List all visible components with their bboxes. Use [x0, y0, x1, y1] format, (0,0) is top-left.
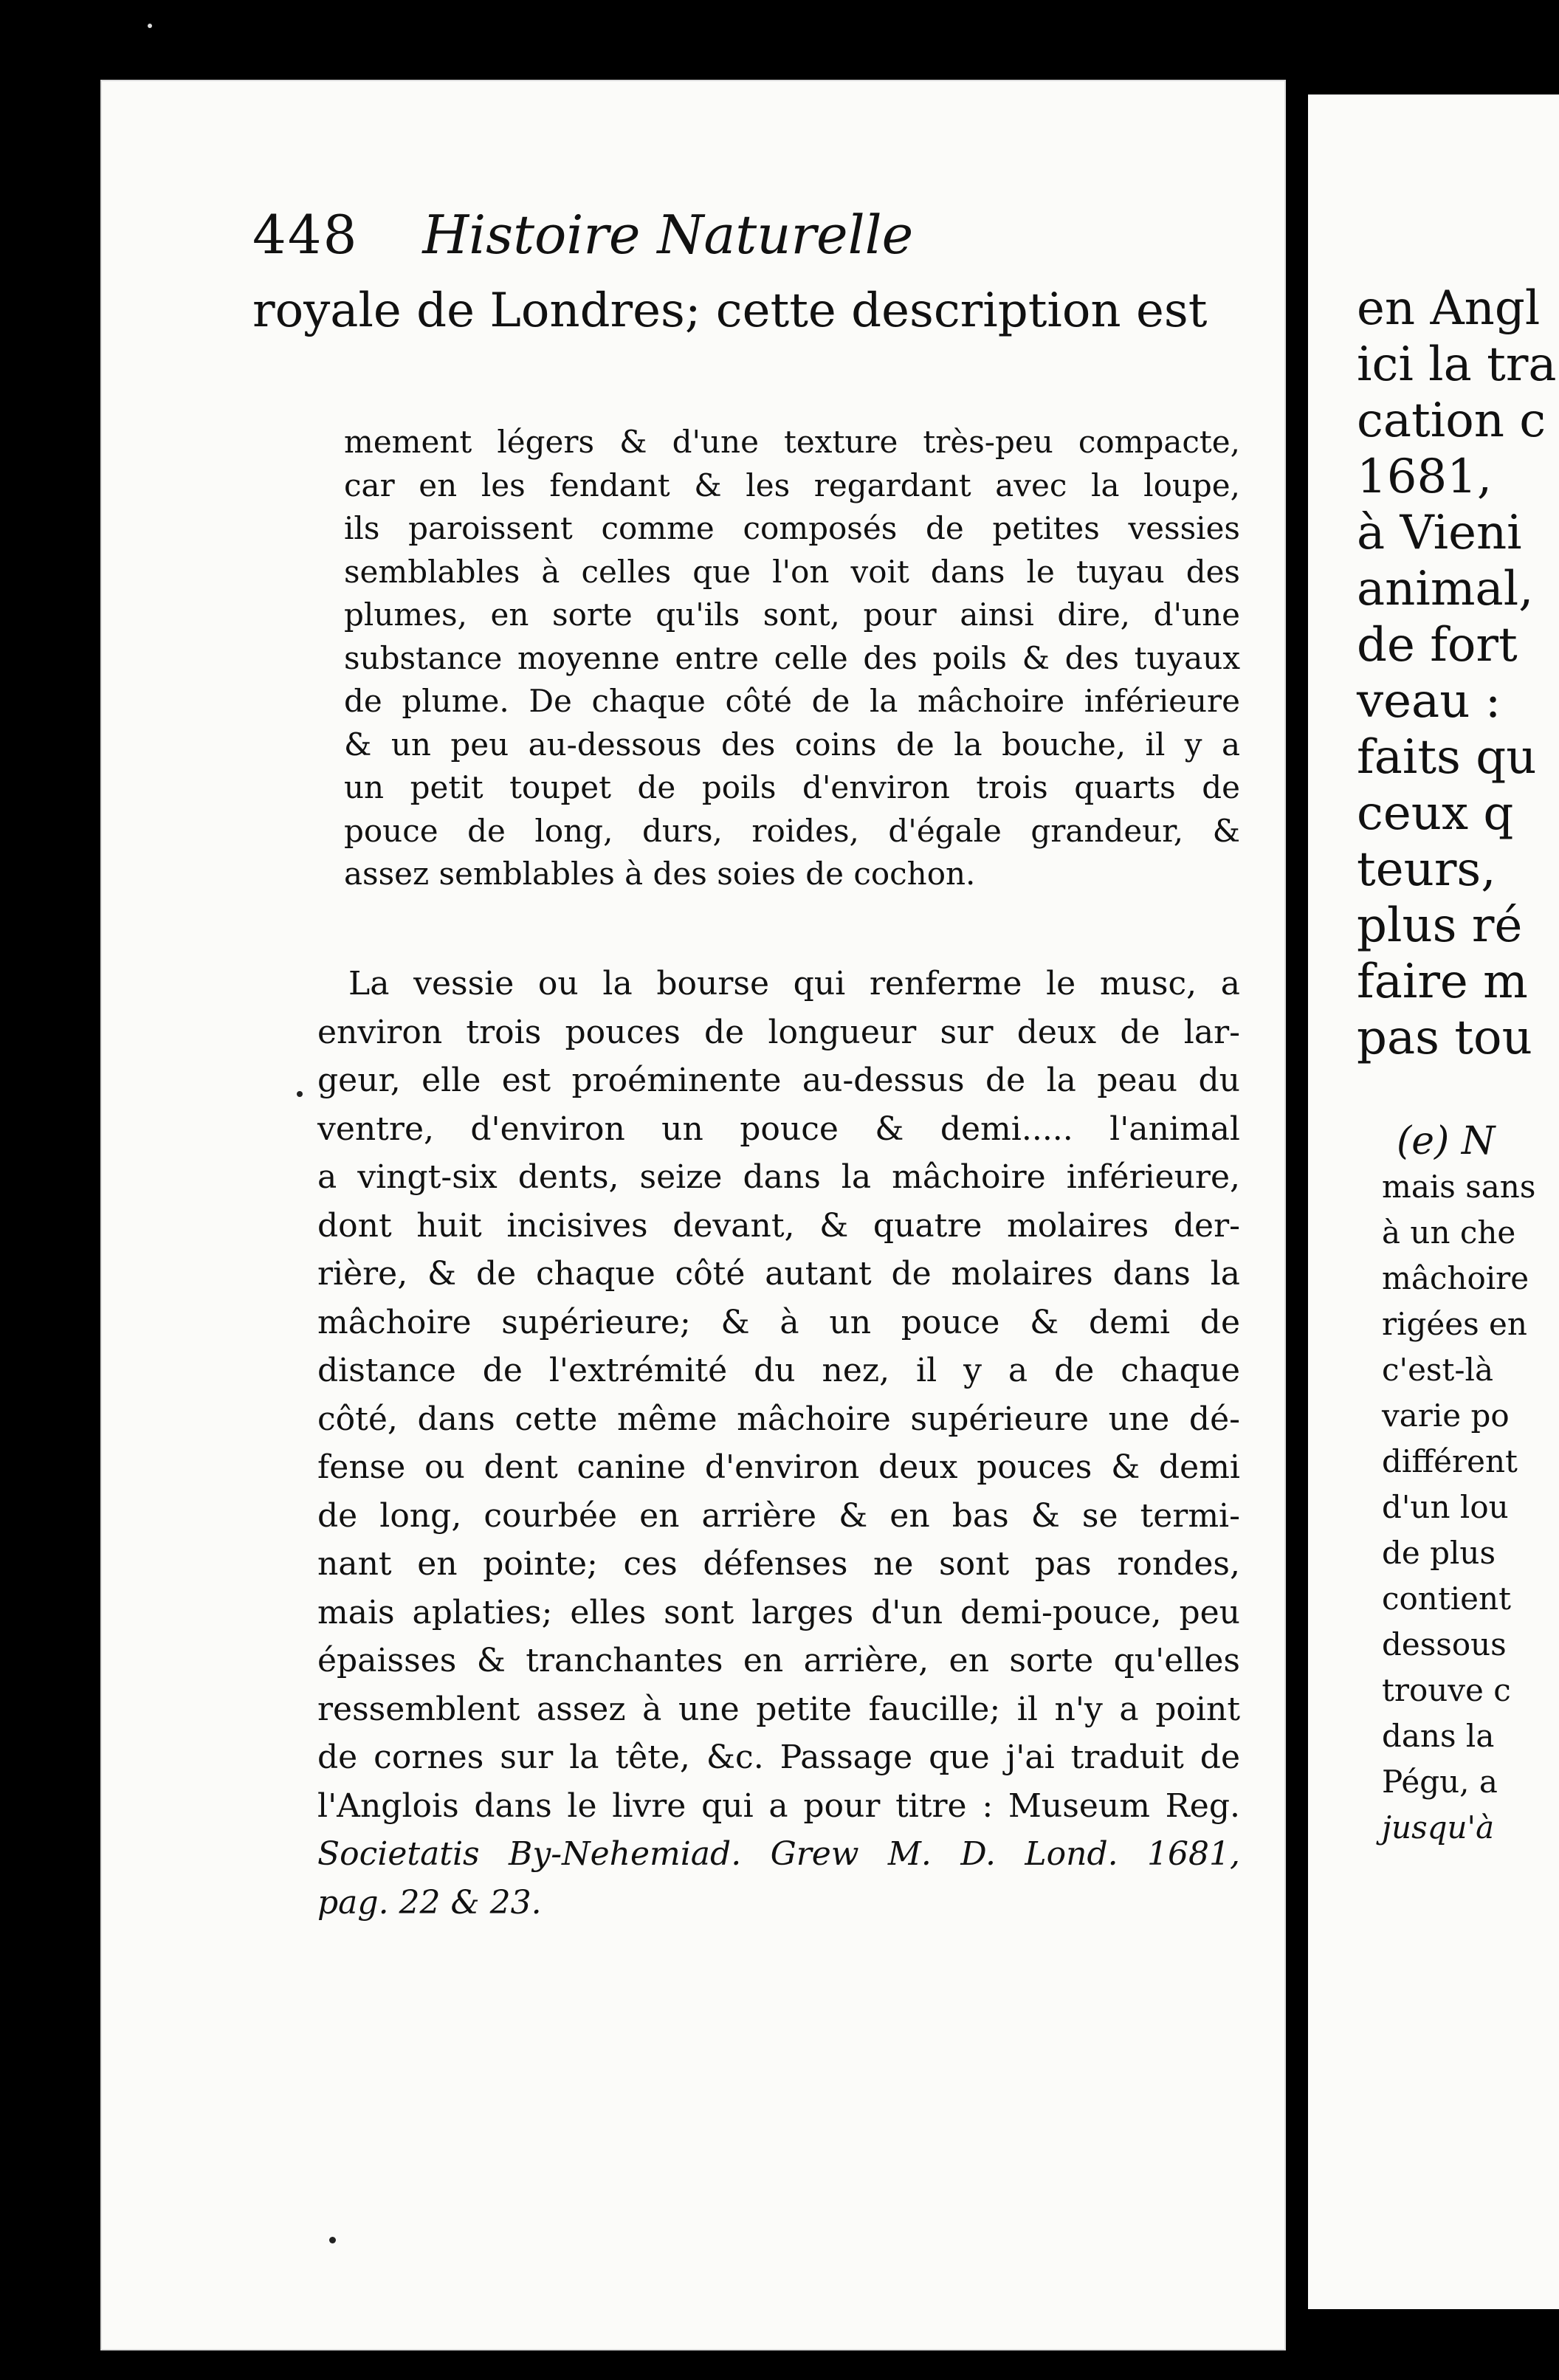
page-header — [252, 204, 913, 266]
text-line: ils paroissent comme composés de petites vessies — [344, 510, 1240, 546]
text-line: assez semblables à des soies de cochon. — [344, 856, 976, 892]
text-line: 1681, — [1357, 450, 1493, 504]
text-line: substance moyenne entre celle des poils & des tuyaux — [344, 639, 1240, 676]
text-line: car en les fendant & les regardant avec la loupe, — [344, 467, 1240, 503]
text-line: environ trois pouces de longueur sur deux de lar- — [317, 1013, 1240, 1051]
page-number: 448 — [252, 204, 359, 266]
text-line: fense ou dent canine d'environ deux pouces & demi — [317, 1448, 1240, 1486]
footnote-line: contient — [1382, 1581, 1511, 1617]
text-line: & un peu au-dessous des coins de la bouche, il y a — [344, 726, 1240, 763]
footnote-line: trouve c — [1382, 1672, 1511, 1708]
footnote-line: mâchoire — [1382, 1260, 1529, 1296]
text-line: ventre, d'environ un pouce & demi..... l'animal — [317, 1110, 1240, 1148]
footnote-line: dessous — [1382, 1626, 1507, 1662]
footnote-line: mais sans — [1382, 1169, 1536, 1205]
footnote-line: Pégu, a — [1382, 1764, 1498, 1800]
right-page-text — [1357, 281, 1557, 1066]
text-line: La vessie ou la bourse qui renferme le musc, a — [348, 965, 1240, 1002]
footnote-line: jusqu'à — [1382, 1809, 1495, 1846]
text-line: dont huit incisives devant, & quatre molaires der- — [317, 1206, 1240, 1245]
footnote-line: c'est-là — [1382, 1352, 1494, 1388]
footnote-line: de plus — [1382, 1535, 1496, 1571]
text-line: a vingt-six dents, seize dans la mâchoire inférieure, — [317, 1158, 1240, 1196]
text-line: rière, & de chaque côté autant de molaires dans la — [317, 1255, 1240, 1293]
text-line: semblables à celles que l'on voit dans le tuyau des — [344, 553, 1240, 590]
text-line: animal, — [1357, 562, 1534, 616]
text-line: distance de l'extrémité du nez, il y a de chaque — [317, 1352, 1240, 1389]
footnote-line: différent — [1382, 1443, 1518, 1479]
text-line: côté, dans cette même mâchoire supérieure une dé- — [317, 1400, 1240, 1438]
text-line: faits qu — [1357, 730, 1537, 785]
text-line: de long, courbée en arrière & en bas & se termi- — [317, 1496, 1240, 1535]
footnote-line: varie po — [1382, 1397, 1510, 1434]
paragraph-2 — [317, 960, 1240, 1927]
text-line: veau : — [1357, 674, 1501, 729]
right-page-footnote — [1382, 1118, 1534, 1851]
text-line: teurs, — [1357, 842, 1496, 897]
text-line: ici la tra — [1357, 337, 1557, 392]
text-line: plus ré — [1357, 898, 1523, 953]
text-line: épaisses & tranchantes en arrière, en sorte qu'elles — [317, 1642, 1240, 1679]
text-line: ressemblent assez à une petite faucille; il n'y a point — [317, 1690, 1240, 1728]
text-line: pouce de long, durs, roides, d'égale grandeur, & — [344, 812, 1240, 849]
text-line: geur, elle est proéminente au-dessus de la peau du — [317, 1062, 1240, 1099]
text-line: cation c — [1357, 393, 1546, 448]
running-title: Histoire Naturelle — [422, 204, 914, 266]
paragraph-1 — [344, 421, 1240, 896]
text-line: mâchoire supérieure; & à un pouce & demi de — [317, 1303, 1240, 1341]
ink-speck — [329, 2237, 336, 2243]
text-line: en Angl — [1357, 281, 1541, 336]
citation-line: pag. 22 & 23. — [317, 1883, 542, 1922]
footnote-line: (e) N — [1397, 1119, 1496, 1163]
text-line: mais aplaties; elles sont larges d'un demi-pouce, peu — [317, 1593, 1240, 1631]
text-line: de cornes sur la tête, &c. Passage que j'ai traduit de — [317, 1738, 1240, 1776]
text-line: faire m — [1357, 955, 1528, 1009]
text-line: de plume. De chaque côté de la mâchoire inférieure — [344, 683, 1240, 719]
text-line: pas tou — [1357, 1011, 1532, 1065]
text-line: l'Anglois dans le livre qui a pour titre : Museum Reg. — [317, 1786, 1240, 1825]
footnote-line: à un che — [1382, 1214, 1516, 1251]
carry-over-line: royale de Londres; cette description est — [252, 283, 1208, 338]
text-line: nant en pointe; ces défenses ne sont pas rondes, — [317, 1545, 1240, 1583]
text-line: mement légers & d'une texture très-peu compacte, — [344, 424, 1240, 460]
footnote-line: rigées en — [1382, 1306, 1527, 1342]
text-line: à Vieni — [1357, 506, 1522, 560]
footnote-line: d'un lou — [1382, 1489, 1509, 1525]
ink-speck — [148, 24, 152, 28]
text-line: un petit toupet de poils d'environ trois quarts de — [344, 769, 1240, 805]
ink-speck — [297, 1091, 303, 1097]
text-line: ceux q — [1357, 786, 1514, 841]
text-line: de fort — [1357, 618, 1518, 673]
text-line: plumes, en sorte qu'ils sont, pour ainsi dire, d'une — [344, 596, 1240, 633]
footnote-line: dans la — [1382, 1718, 1495, 1754]
citation-line: Societatis By-Nehemiad. Grew M. D. Lond. 1681, — [317, 1835, 1240, 1873]
